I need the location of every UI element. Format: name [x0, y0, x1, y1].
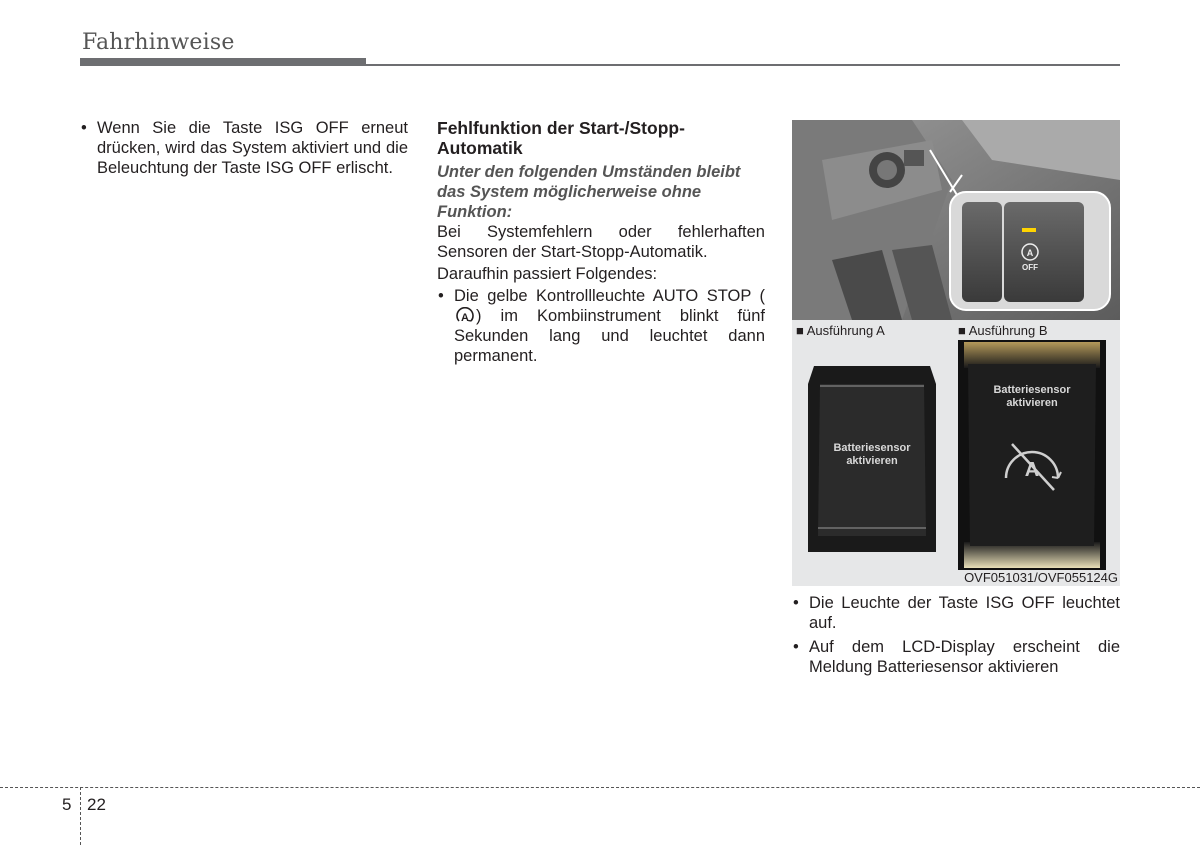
bullet-text-before-icon: Die gelbe Kontrollleuchte AUTO STOP ( — [454, 287, 765, 305]
paragraph-consequence: Daraufhin passiert Folgendes: — [437, 265, 658, 283]
figure-panel — [792, 120, 1120, 586]
caption-version-b: ■ Ausführung B — [958, 323, 1048, 338]
bullet-text-after-icon: ) im Kombiinstrument blinkt fünf Sekunden lang und leuchtet dann permanent. — [454, 307, 765, 365]
section-intro: Unter den folgenden Umständen bleibt das System möglicherweise ohne Funktion: — [437, 163, 741, 221]
page-header-title: Fahrhinweise — [82, 30, 235, 55]
svg-text:A: A — [461, 312, 469, 324]
bullet-item: • Auf dem LCD-Display erscheint die Meldung Batteriesensor aktivieren — [792, 637, 1120, 677]
footer-rule — [0, 787, 1200, 788]
chapter-number: 5 — [62, 795, 72, 814]
display-version-b — [958, 340, 1106, 570]
right-column — [792, 593, 1120, 681]
header-rule-thin — [366, 64, 1120, 66]
display-version-a — [806, 364, 938, 554]
figure-code: OVF051031/OVF055124G — [964, 570, 1118, 585]
left-column — [80, 118, 408, 182]
isg-off-button-label: OFF — [1022, 263, 1038, 272]
header-rule-thick — [80, 58, 366, 66]
footer-divider — [80, 787, 81, 845]
paragraph-system-errors: Bei Systemfehlern oder fehlerhaften Sensoren der Start-Stopp-Automatik. — [437, 223, 765, 261]
dashboard-photo — [792, 120, 1120, 320]
caption-version-a: ■ Ausführung A — [796, 323, 885, 338]
middle-column — [437, 118, 765, 370]
section-heading: Fehlfunktion der Start-/Stopp-Automatik — [437, 118, 685, 158]
display-a-message: Batteriesensor aktivieren — [833, 442, 911, 467]
display-b-message: Batteriesensor aktivieren — [993, 384, 1071, 409]
svg-text:A: A — [1024, 459, 1040, 481]
bullet-item: • Wenn Sie die Taste ISG OFF erneut drücken, wird das System aktiviert und die Beleuchtung der Taste ISG OFF erlischt. — [80, 118, 408, 178]
svg-text:A: A — [1026, 248, 1034, 258]
bullet-item — [437, 286, 765, 366]
page-number: 22 — [87, 795, 106, 814]
auto-stop-icon — [454, 307, 476, 325]
bullet-item: • Die Leuchte der Taste ISG OFF leuchtet auf. — [792, 593, 1120, 633]
